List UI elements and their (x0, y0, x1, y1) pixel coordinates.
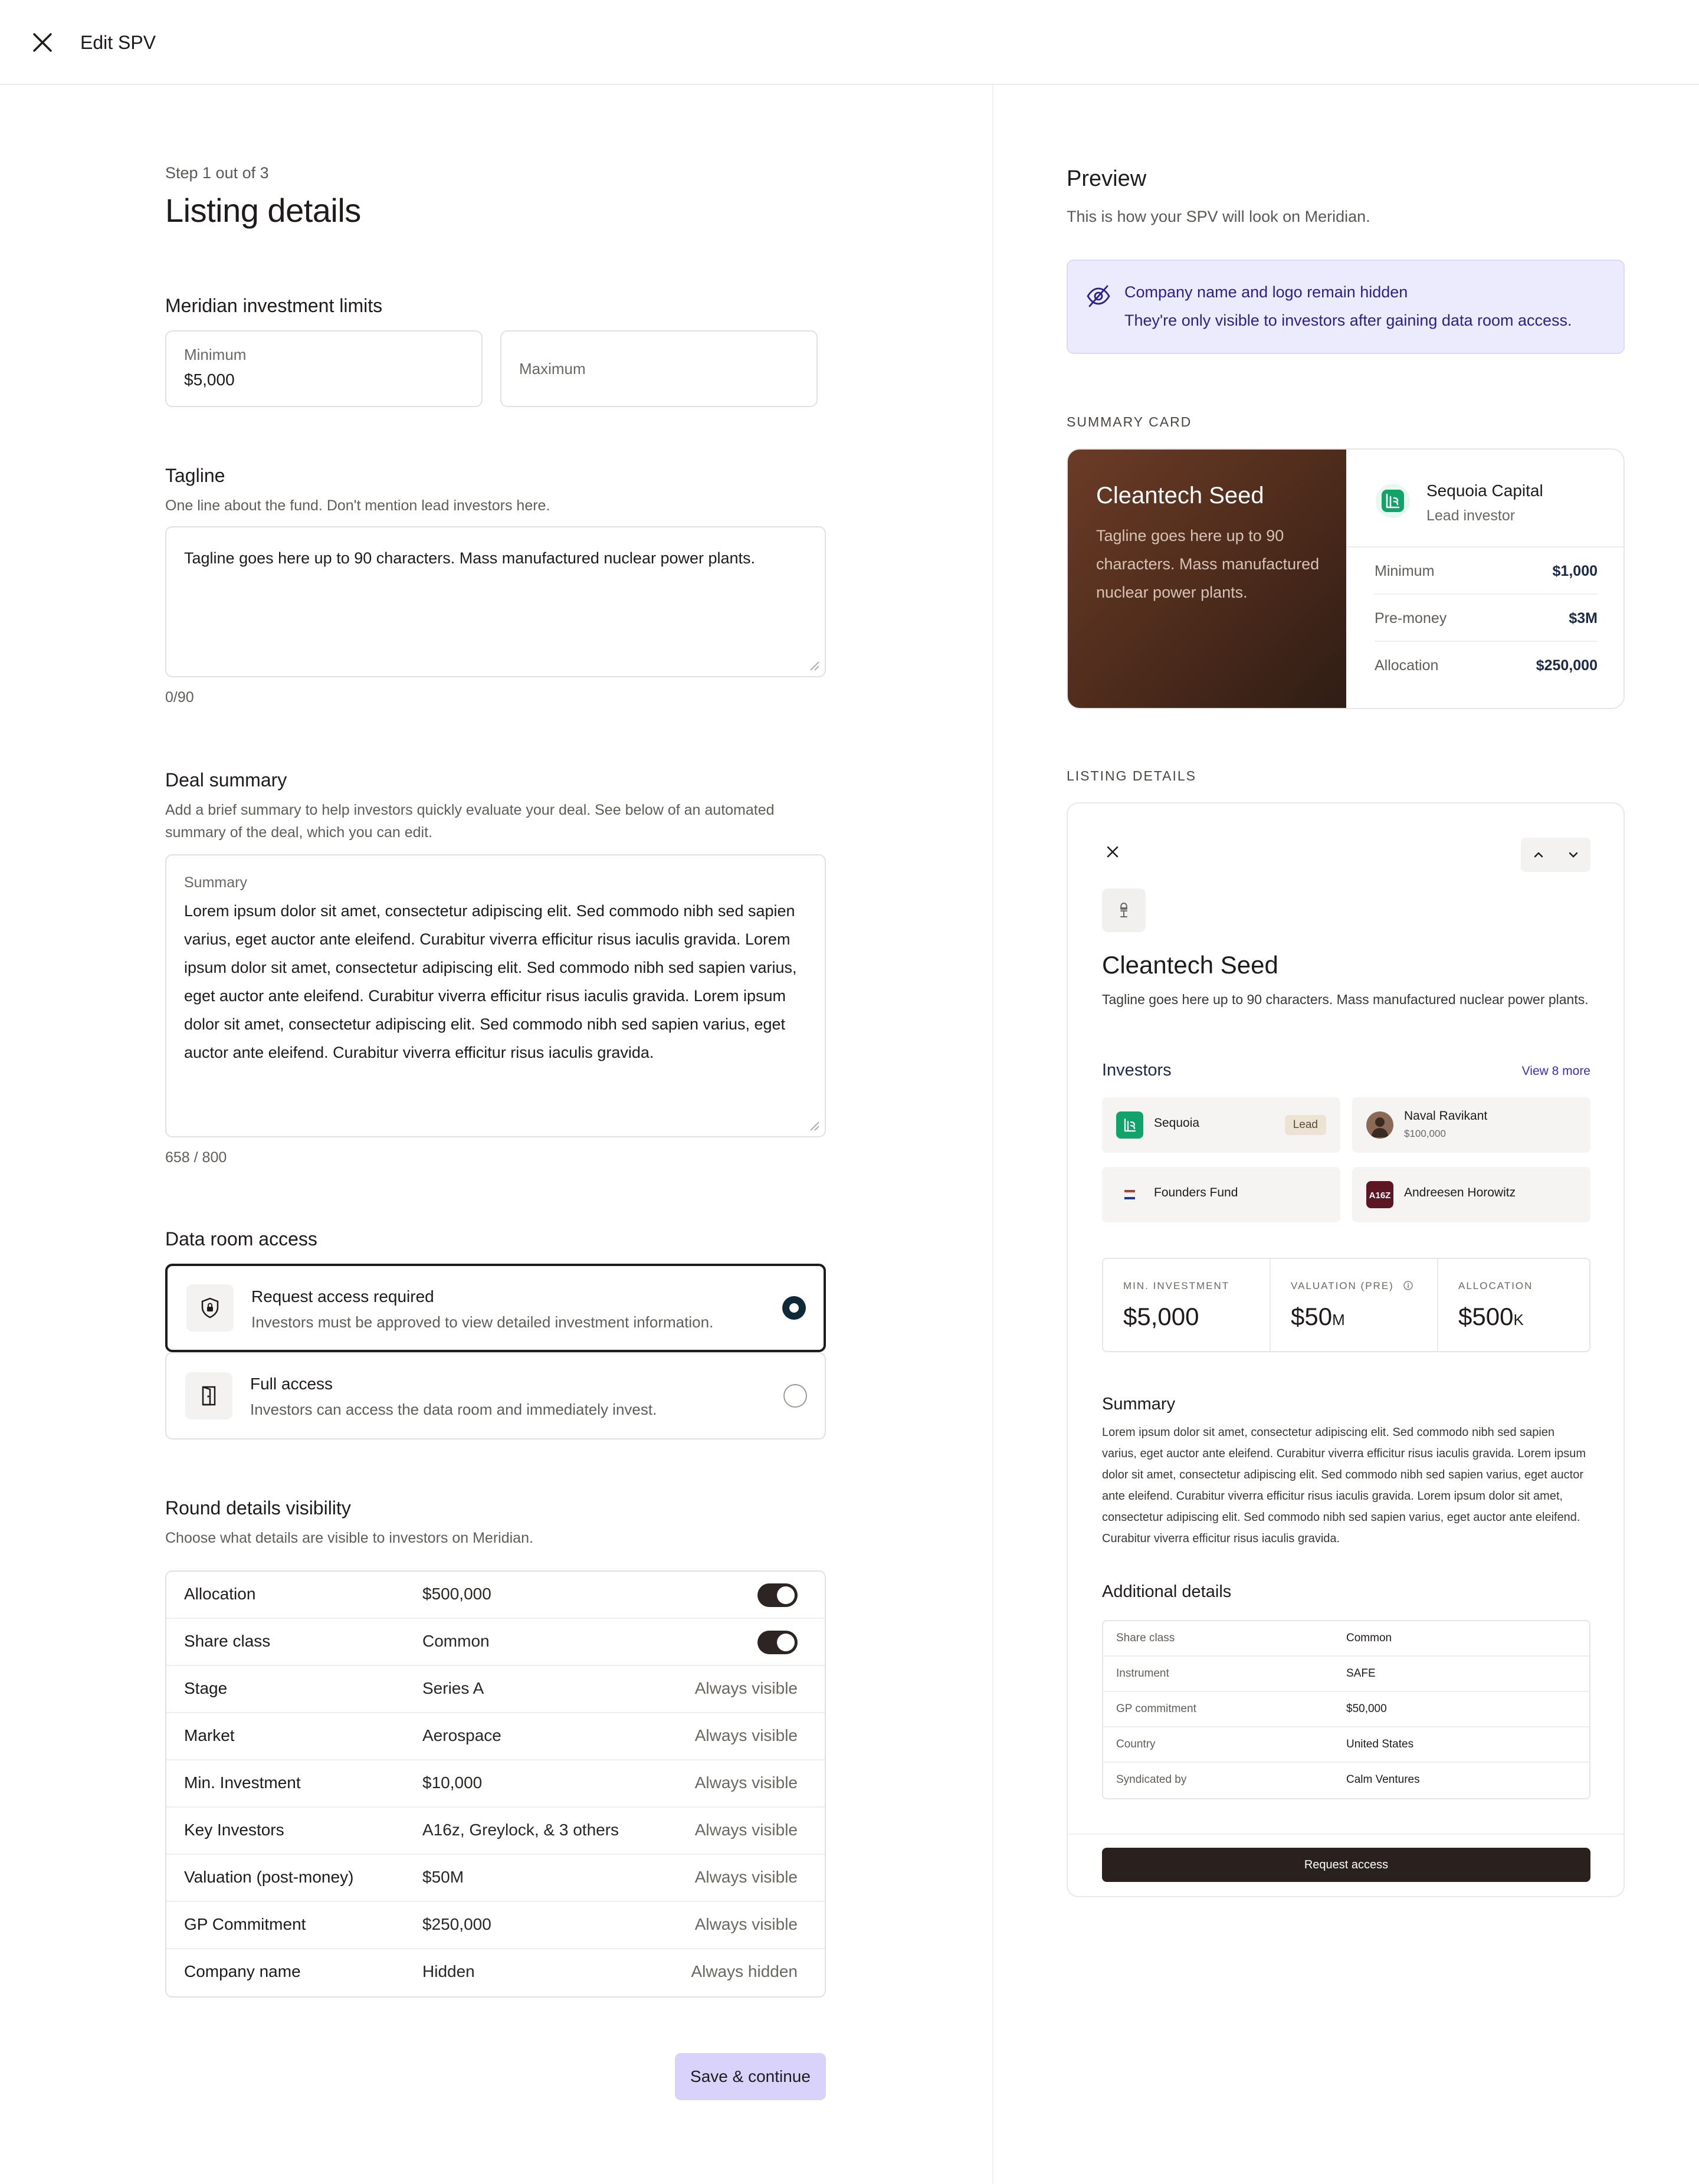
row-value: $50M (422, 1868, 464, 1886)
row-status: Always visible (694, 1679, 798, 1697)
row-label: Company name (184, 1962, 301, 1980)
sequoia-logo-icon (1376, 484, 1410, 518)
stat-label: ALLOCATION (1458, 1280, 1533, 1291)
limits-title: Meridian investment limits (165, 295, 383, 316)
table-row (1103, 1657, 1589, 1692)
summary-card-row (1375, 547, 1598, 595)
lead-badge: Lead (1285, 1115, 1326, 1135)
listing-summary-text: Lorem ipsum dolor sit amet, consectetur adipiscing elit. Sed commodo nibh sed sapien varius, eget auctor ante eleifend. Curabitur viverra efficitur risus iaculis gravida. Lorem ipsum dolor sit amet, consectetur adipiscing elit. Sed commodo nibh sed sapien varius, eget auctor ante eleifend. Curabitur viverra efficitur risus iaculis gravida. Lorem ipsum dolor sit amet, consectetur adipiscing elit. Sed commodo nibh sed sapien varius, eget auctor ante eleifend. Curabitur viverra efficitur risus iaculis gravida. (1102, 1426, 1586, 1545)
row-label: Share class (184, 1632, 271, 1650)
stat-valuation (1271, 1259, 1437, 1351)
tagline-title: Tagline (165, 465, 225, 486)
row-label: Share class (1116, 1632, 1175, 1644)
divider (1068, 1834, 1625, 1835)
chevron-up-icon[interactable] (1521, 838, 1556, 872)
minimum-field[interactable] (165, 330, 483, 407)
row-value: $10,000 (422, 1773, 483, 1792)
row-status: Always visible (694, 1726, 798, 1744)
table-row (166, 1760, 825, 1808)
row-value: $250,000 (1536, 657, 1598, 674)
row-value: SAFE (1346, 1667, 1376, 1680)
table-row (1103, 1692, 1589, 1727)
table-row (166, 1666, 825, 1713)
preview-subtitle: This is how your SPV will look on Meridian. (1067, 208, 1370, 225)
row-value: United States (1346, 1738, 1414, 1750)
lead-investor-role: Lead investor (1426, 507, 1516, 524)
request-access-title: Request access required (251, 1287, 434, 1306)
investor-name: Founders Fund (1154, 1186, 1238, 1199)
table-row (166, 1713, 825, 1760)
row-label: Key Investors (184, 1821, 284, 1839)
listing-details-label: LISTING DETAILS (1067, 768, 1197, 783)
full-access-desc: Investors can access the data room and immediately invest. (250, 1401, 657, 1418)
row-value: $3M (1569, 610, 1598, 627)
stat-label: VALUATION (PRE) (1291, 1280, 1413, 1292)
visibility-table (165, 1570, 826, 1998)
data-room-title: Data room access (165, 1228, 317, 1250)
request-access-desc: Investors must be approved to view detailed investment information. (251, 1313, 714, 1331)
request-access-option[interactable] (165, 1264, 826, 1352)
investor-chip[interactable] (1102, 1167, 1340, 1222)
row-label: Pre-money (1375, 610, 1447, 627)
tagline-input[interactable] (165, 526, 826, 677)
table-row (1103, 1763, 1589, 1798)
visibility-title: Round details visibility (165, 1497, 351, 1519)
row-value: Series A (422, 1679, 484, 1697)
resize-handle-icon[interactable] (807, 658, 820, 671)
row-value: $1,000 (1552, 563, 1598, 579)
a16z-logo-icon (1366, 1181, 1393, 1208)
row-value: $500,000 (422, 1585, 491, 1603)
info-icon[interactable] (1403, 1280, 1413, 1291)
row-status: Always visible (694, 1915, 798, 1933)
eye-off-icon (1085, 283, 1111, 309)
preview-title: Preview (1067, 166, 1147, 191)
step-indicator: Step 1 out of 3 (165, 164, 269, 182)
row-status: Always hidden (691, 1962, 798, 1980)
row-status: Always visible (694, 1868, 798, 1886)
stat-min-investment (1103, 1259, 1270, 1351)
summary-card[interactable] (1067, 448, 1625, 709)
row-label: Instrument (1116, 1667, 1169, 1680)
summary-card-row (1375, 595, 1598, 642)
listing-detail-card (1067, 802, 1625, 1897)
close-icon[interactable] (1102, 841, 1123, 863)
founders-fund-logo-icon (1116, 1181, 1143, 1208)
row-value: Aerospace (422, 1726, 501, 1744)
investors-title: Investors (1102, 1061, 1172, 1080)
close-icon[interactable] (26, 26, 59, 59)
tagline-value: Tagline goes here up to 90 characters. Mass manufactured nuclear power plants. (184, 549, 756, 567)
summary-card-hero (1068, 450, 1346, 709)
minimum-value: $5,000 (184, 370, 235, 389)
investor-name: Sequoia (1154, 1116, 1200, 1130)
row-value: $250,000 (422, 1915, 491, 1933)
stats-panel (1102, 1258, 1590, 1352)
table-row (166, 1902, 825, 1949)
maximum-field[interactable] (500, 330, 818, 407)
shield-lock-icon (186, 1284, 234, 1332)
row-value: Common (422, 1632, 490, 1650)
table-row (166, 1949, 825, 1996)
request-access-button[interactable]: Request access (1102, 1848, 1590, 1882)
radio-unselected[interactable] (783, 1384, 807, 1408)
investor-name: Naval Ravikant (1404, 1109, 1488, 1123)
row-value: Common (1346, 1632, 1392, 1644)
full-access-option[interactable] (165, 1352, 826, 1439)
radio-selected[interactable] (782, 1296, 806, 1320)
share-class-toggle[interactable] (757, 1631, 798, 1654)
sequoia-logo-icon (1116, 1111, 1143, 1139)
summary-counter: 658 / 800 (165, 1149, 227, 1166)
summary-card-details (1346, 450, 1625, 709)
table-row (166, 1808, 825, 1855)
investor-name: Andreesen Horowitz (1404, 1186, 1516, 1199)
stat-label: MIN. INVESTMENT (1123, 1280, 1230, 1291)
table-row (166, 1855, 825, 1902)
row-label: Market (184, 1726, 235, 1744)
notice-text: They're only visible to investors after gaining data room access. (1124, 311, 1572, 329)
chevron-down-icon[interactable] (1556, 838, 1590, 872)
listing-summary-title: Summary (1102, 1395, 1176, 1414)
row-value: Hidden (422, 1962, 475, 1980)
summary-input[interactable] (165, 854, 826, 1137)
row-label: GP Commitment (184, 1915, 306, 1933)
stat-value: $500K (1458, 1303, 1524, 1330)
investor-chip[interactable] (1102, 1097, 1340, 1153)
allocation-toggle[interactable] (757, 1583, 798, 1607)
row-value: A16z, Greylock, & 3 others (422, 1821, 619, 1839)
notice-title: Company name and logo remain hidden (1124, 283, 1408, 301)
visibility-help: Choose what details are visible to investors on Meridian. (165, 1530, 533, 1546)
row-label: Syndicated by (1116, 1773, 1187, 1786)
table-row (166, 1619, 825, 1666)
page-header-title: Edit SPV (80, 32, 156, 53)
stat-allocation (1438, 1259, 1605, 1351)
row-label: Valuation (post-money) (184, 1868, 354, 1886)
summary-card-title: Cleantech Seed (1096, 483, 1264, 509)
full-access-title: Full access (250, 1375, 333, 1393)
additional-details-title: Additional details (1102, 1582, 1232, 1601)
tagline-help: One line about the fund. Don't mention lead investors here. (165, 497, 550, 514)
row-status: Always visible (694, 1821, 798, 1839)
svg-text:A16Z: A16Z (1369, 1191, 1391, 1201)
summary-card-tagline: Tagline goes here up to 90 characters. Mass manufactured nuclear power plants. (1096, 527, 1320, 601)
row-label: Minimum (1375, 563, 1435, 579)
panel-divider (992, 85, 993, 2184)
table-row (166, 1572, 825, 1619)
row-label: Country (1116, 1738, 1156, 1750)
summary-card-row (1375, 642, 1598, 689)
row-value: $50,000 (1346, 1703, 1387, 1715)
avatar (1366, 1111, 1393, 1139)
row-label: GP commitment (1116, 1703, 1196, 1715)
row-status: Always visible (694, 1773, 798, 1792)
top-bar (0, 0, 1699, 85)
summary-card-label: SUMMARY CARD (1067, 414, 1192, 429)
page-title: Listing details (165, 192, 361, 229)
summary-label: Summary (184, 874, 247, 891)
lead-investor-name: Sequoia Capital (1426, 481, 1543, 500)
table-row (1103, 1727, 1589, 1763)
row-label: Min. Investment (184, 1773, 301, 1792)
company-placeholder-icon (1102, 888, 1146, 932)
summary-value: Lorem ipsum dolor sit amet, consectetur adipiscing elit. Sed commodo nibh sed sapien varius, eget auctor ante eleifend. Curabitur viverra efficitur risus iaculis gravida. Lorem ipsum dolor sit amet, consectetur adipiscing elit. Sed commodo nibh sed sapien varius, eget auctor ante eleifend. Curabitur viverra efficitur risus iaculis gravida. Lorem ipsum dolor sit amet, consectetur adipiscing elit. Sed commodo nibh sed sapien varius, eget auctor ante eleifend. Curabitur viverra efficitur risus iaculis gravida. (184, 902, 797, 1061)
table-row (1103, 1621, 1589, 1657)
stat-value: $50M (1291, 1303, 1345, 1330)
row-label: Allocation (184, 1585, 256, 1603)
deal-summary-help: Add a brief summary to help investors quickly evaluate your deal. See below of an automated summary of the deal, which you can edit. (165, 802, 775, 841)
view-more-link[interactable]: View 8 more (1521, 1064, 1590, 1078)
listing-navigation (1521, 838, 1590, 872)
resize-handle-icon[interactable] (807, 1119, 820, 1132)
listing-tagline: Tagline goes here up to 90 characters. Mass manufactured nuclear power plants. (1102, 992, 1589, 1007)
hidden-notice (1067, 260, 1625, 354)
tagline-counter: 0/90 (165, 689, 194, 706)
listing-title: Cleantech Seed (1102, 951, 1278, 979)
row-value: Calm Ventures (1346, 1773, 1420, 1786)
row-label: Allocation (1375, 657, 1439, 674)
door-icon (185, 1372, 232, 1419)
stat-value: $5,000 (1123, 1303, 1199, 1330)
maximum-placeholder: Maximum (519, 360, 586, 378)
investor-amount: $100,000 (1404, 1128, 1446, 1139)
save-continue-button[interactable]: Save & continue (675, 2053, 826, 2100)
minimum-label: Minimum (184, 346, 247, 363)
investor-chip[interactable] (1352, 1167, 1590, 1222)
additional-details-table (1102, 1620, 1590, 1799)
row-label: Stage (184, 1679, 228, 1697)
deal-summary-title: Deal summary (165, 769, 287, 791)
investor-chip[interactable] (1352, 1097, 1590, 1153)
